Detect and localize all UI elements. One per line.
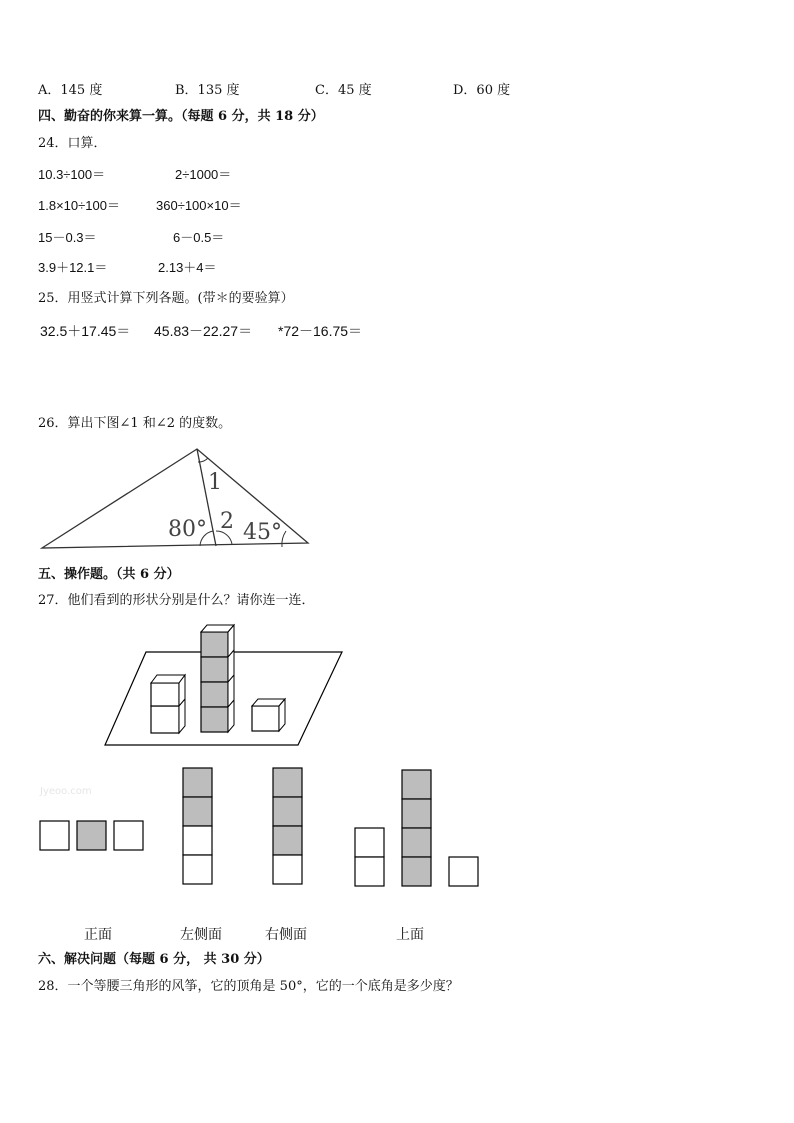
q24-item: 360÷100×10＝ <box>156 198 242 213</box>
q24-item: 10.3÷100＝ <box>38 167 106 182</box>
q24-title: 24．口算． <box>38 136 107 151</box>
watermark: Jyeoo.com <box>40 786 92 797</box>
angle-2-label: 2 <box>220 509 234 534</box>
q27-title: 27．他们看到的形状分别是什么？请你连一连． <box>38 593 315 608</box>
view-label-right: 右侧面 <box>265 927 307 943</box>
q25-item: 45.83－22.27＝ <box>154 323 253 339</box>
q26-title: 26．算出下图∠1 和∠2 的度数。 <box>38 416 232 431</box>
view-option-side-view <box>355 770 478 886</box>
q24-item: 1.8×10÷100＝ <box>38 198 120 213</box>
q24-item: 3.9＋12.1＝ <box>38 260 108 275</box>
view-label-left: 左侧面 <box>180 927 222 943</box>
q24-item: 6－0.5＝ <box>173 230 225 245</box>
q24-item: 2÷1000＝ <box>175 167 232 182</box>
q25-item: *72－16.75＝ <box>278 323 363 339</box>
view-option-stack-3gray <box>273 768 302 884</box>
q28-title: 28．一个等腰三角形的风筝，它的顶角是 50°，它的一个底角是多少度？ <box>38 979 459 994</box>
section-5-title: 五、操作题。（共 6 分） <box>38 567 180 582</box>
right-cube <box>252 699 285 731</box>
q25-item: 32.5＋17.45＝ <box>40 323 131 339</box>
angle-1-label: 1 <box>208 470 222 495</box>
angle-45-label: 45° <box>243 520 282 545</box>
option-a[interactable]: A．145 度 <box>38 83 103 98</box>
angle-80-label: 80° <box>168 517 207 542</box>
q24-item: 2.13＋4＝ <box>158 260 217 275</box>
view-option-front-row <box>40 821 143 850</box>
view-option-stack-2gray <box>183 768 212 884</box>
q25-title: 25．用竖式计算下列各题。(带＊的要验算） <box>38 291 294 306</box>
middle-stack <box>201 625 234 732</box>
view-label-top: 上面 <box>396 927 424 943</box>
option-c[interactable]: C．45 度 <box>315 83 372 98</box>
left-stack <box>151 675 185 733</box>
q24-item: 15－0.3＝ <box>38 230 97 245</box>
section-4-title: 四、勤奋的你来算一算。（每题 6 分，共 18 分） <box>38 109 324 124</box>
option-b[interactable]: B．135 度 <box>175 83 240 98</box>
view-label-front: 正面 <box>84 927 112 943</box>
section-6-title: 六、解决问题（每题 6 分， 共 30 分） <box>38 952 270 967</box>
option-d[interactable]: D．60 度 <box>453 83 511 98</box>
